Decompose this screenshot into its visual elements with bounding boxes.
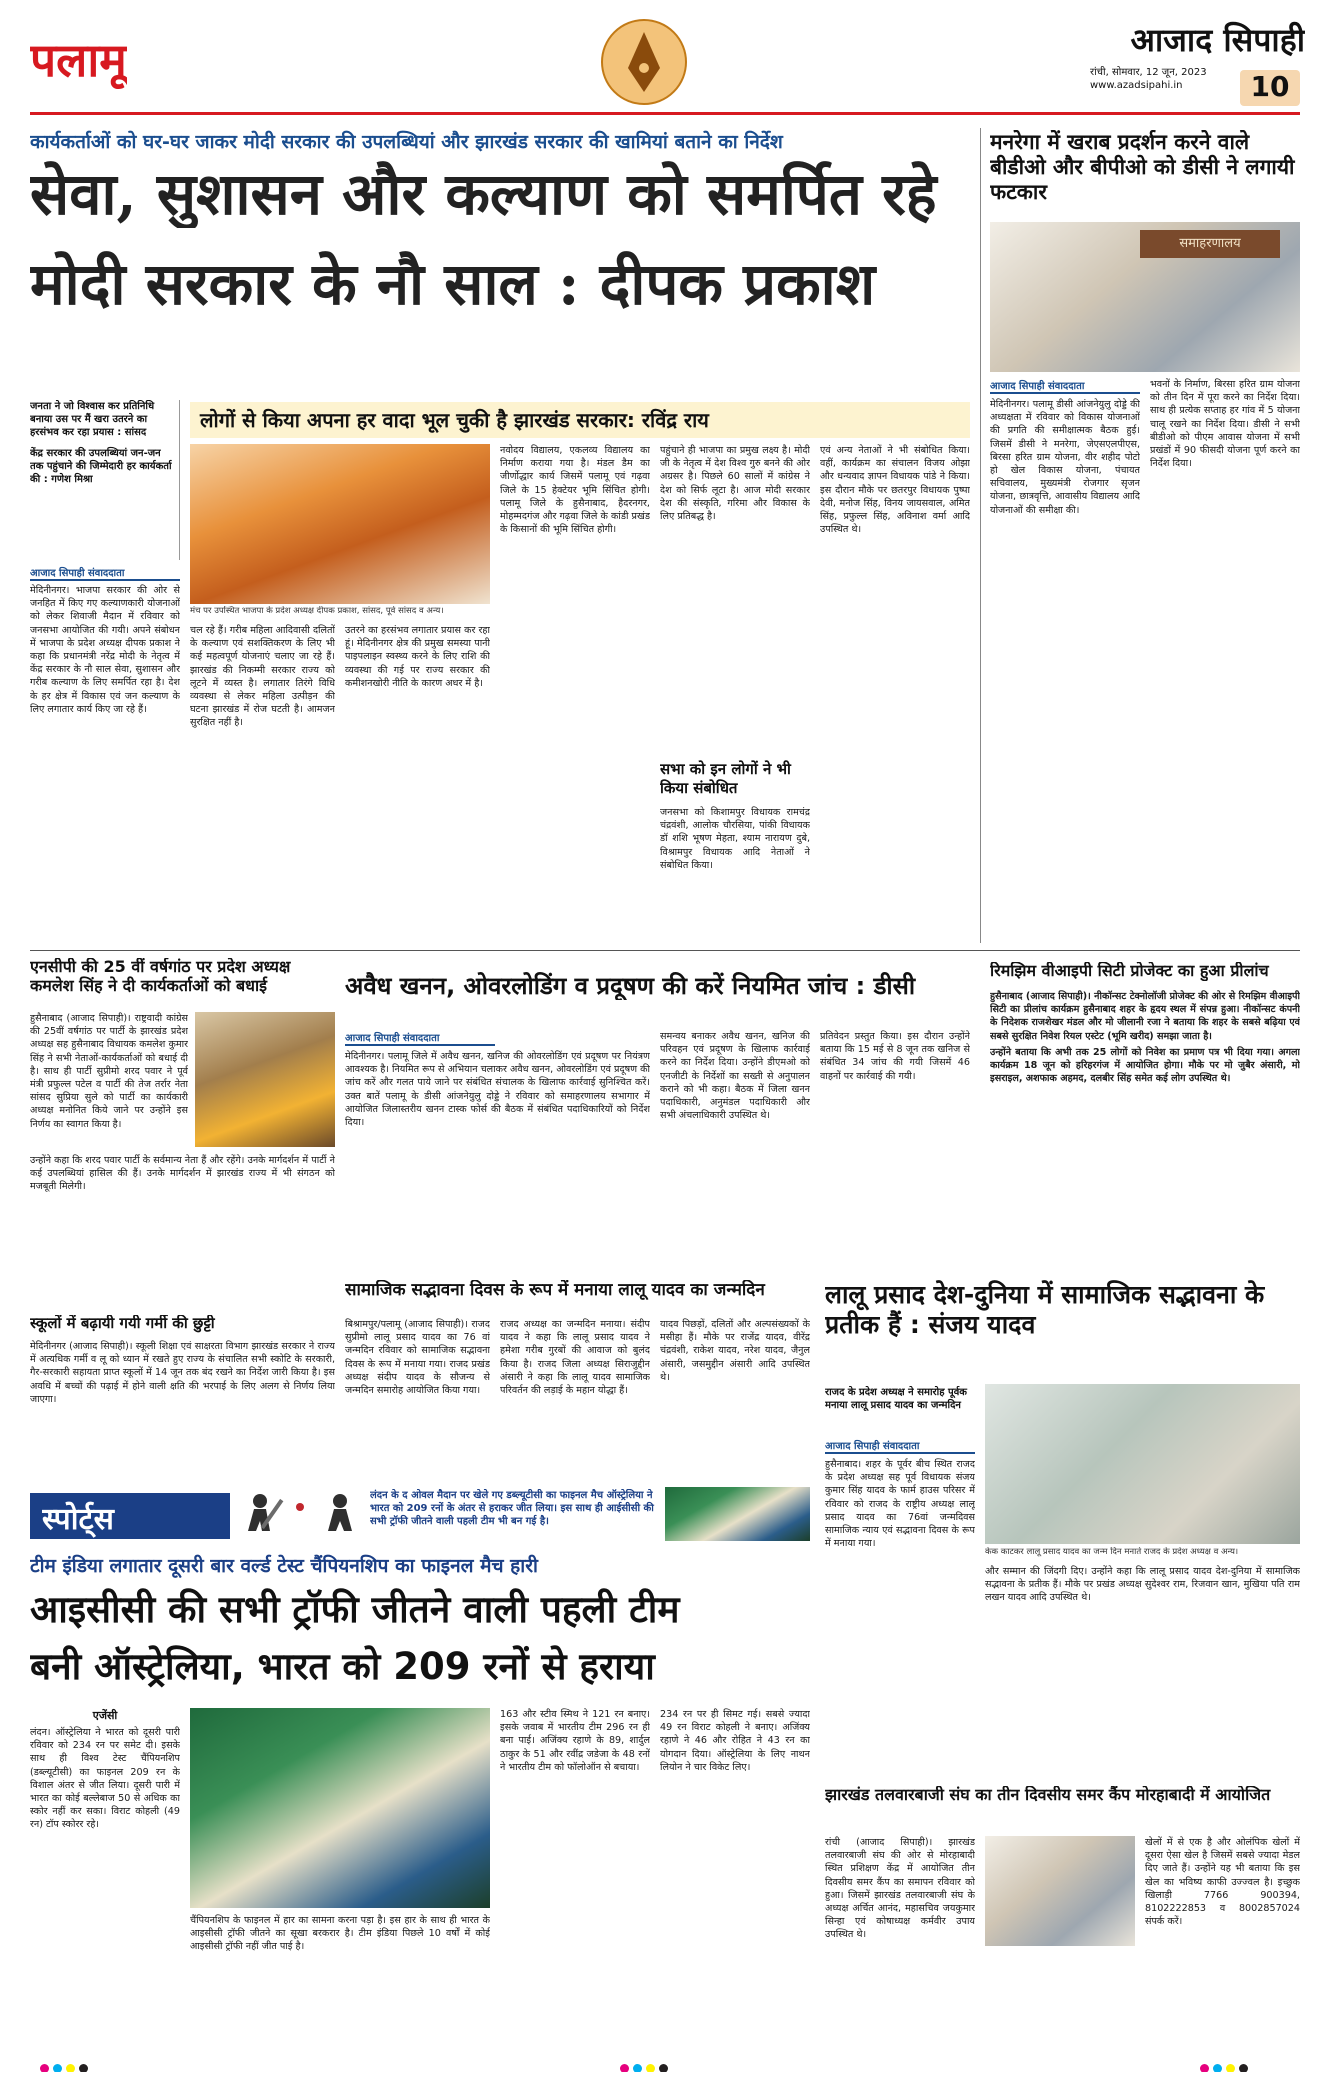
camp-col-1	[825, 1836, 975, 2046]
lead-para-4: नवोदय विद्यालय, एकलव्य विद्यालय का निर्माण कराया गया है। मंडल डैम का जीर्णोद्धार कार्य जिसमें पलामू एवं गढ़वा जिले के 15 हेक्टेयर भूमि सिंचित होगी। पलामू जिले के हुसैनाबाद, हैदरनगर, मोहम्मदगंज और गढ़वा जिले के कांडी प्रखंड के किसानों की भूमि सिंचित होगी।	[500, 445, 650, 536]
lalu-day-headline: सामाजिक सद्भावना दिवस के रूप में मनाया लालू यादव का जन्मदिन	[345, 1280, 765, 1300]
mining-para-2: समन्वय बनाकर अवैध खनन, खनिज की परिवहन एवं प्रदूषण के खिलाफ कार्रवाई करने का निर्देश दिया। उन्होंने डीएमओ को एनजीटी के निर्देशों का सख्ती से अनुपालन कराने को भी कहा। बैठक में जिला खनन पदाधिकारी, अनुमंडल पदाधिकारी और सभी अंचलाधिकारी उपस्थित थे।	[660, 1031, 810, 1122]
cricket-icon	[240, 1487, 360, 1541]
lead-para-6: एवं अन्य नेताओं ने भी संबोधित किया। वहीं, कार्यक्रम का संचालन विजय ओझा और धन्यवाद ज्ञापन विधायक पांडे ने किया। इस दौरान मौके पर छतरपुर विधायक पुष्पा देवी, मनोज सिंह, विनय जायसवाल, अमित सिंह, प्रफुल्ल सिंह, अविनाश वर्मा आदि उपस्थित थे।	[820, 445, 970, 536]
sports-headline-2: बनी ऑस्ट्रेलिया, भारत को 209 रनों से हराया	[30, 1645, 655, 1688]
lead-para-5: पहुंचाने ही भाजपा का प्रमुख लक्ष्य है। मोदी जी के नेतृत्व में देश विश्व गुरु बनने की ओर अग्रसर है। पिछले 60 सालों में कांग्रेस ने देश को सिर्फ लूटा है। आज मोदी सरकार देश की संस्कृति, गरिमा और विकास के लिए प्रतिबद्ध है।	[660, 445, 810, 523]
sports-kicker: टीम इंडिया लगातार दूसरी बार वर्ल्ड टेस्ट चैंपियनशिप का फाइनल मैच हारी	[30, 1555, 538, 1577]
lead-headline-2: मोदी सरकार के नौ साल : दीपक प्रकाश	[30, 250, 876, 318]
sports-headline-1: आइसीसी की सभी ट्रॉफी जीतने वाली पहली टीम	[30, 1588, 680, 1631]
mgnrega-byline: आजाद सिपाही संवाददाता	[990, 378, 1140, 394]
lead-sub-head: सभा को इन लोगों ने भी किया संबोधित	[660, 760, 810, 798]
registration-dot	[1200, 2064, 1209, 2072]
sports-banner	[30, 1483, 810, 1543]
sports-para-4: 234 रन पर ही सिमट गई। सबसे ज्यादा 49 रन विराट कोहली ने बनाए। अजिंक्य रहाणे ने 46 और रोहित ने 43 रन का योगदान दिया। ऑस्ट्रेलिया के लिए नाथन लियोन ने चार विकेट लिए।	[660, 1709, 810, 1773]
lalu-day-col-1	[345, 1318, 490, 1473]
registration-dot	[1226, 2064, 1235, 2072]
side-quote-1: जनता ने जो विश्वास कर प्रतिनिधि बनाया उस पर मैं खरा उतरने का हरसंभव कर रहा प्रयास : सांसद	[30, 401, 155, 438]
sign-board: समाहरणालय	[1140, 230, 1280, 258]
paper-name: आजाद सिपाही	[1130, 21, 1305, 59]
camp-col-2	[1145, 1836, 1300, 2046]
ncp-col-1	[30, 1012, 188, 1152]
lead-divider-right	[980, 128, 981, 943]
sports-label-box	[30, 1493, 230, 1539]
summer-para-1: मेदिनीनगर (आजाद सिपाही)। स्कूली शिक्षा एवं साक्षरता विभाग झारखंड सरकार ने राज्य में अत्यधिक गर्मी व लू को ध्यान में रखते हुए राज्य के संचालित सभी स्कोटि के सरकारी, गैर-सरकारी सहायता प्राप्त स्कूलों में 14 जून तक बंद रखने का निर्देश जारी किया है। इस अवधि में बच्चों की पढ़ाई में होने वाली क्षति की भरपाई के लिए अलग से निर्णय लिया जाएगा।	[30, 1341, 335, 1405]
mgnrega-para-2: भवनों के निर्माण, बिरसा हरित ग्राम योजना को तीन दिन में पूरा करने का निर्देश दिया। साथ ही प्रत्येक सप्ताह हर गांव में 5 योजना चालू रखने का निर्देश दिया। डीसी ने सभी बीडीओ को पीएम आवास योजना में सभी प्रखंडों में 90 फीसदी योजना पूर्ण करने का निर्देश दिया।	[1150, 379, 1300, 470]
ncp-para-2: उन्होंने कहा कि शरद पवार पार्टी के सर्वमान्य नेता हैं और रहेंगे। उनके मार्गदर्शन में पार्टी ने कई उपलब्धियां हासिल की हैं। उनके मार्गदर्शन में झारखंड राज्य में भी संगठन को मजबूती मिलेगी।	[30, 1155, 335, 1193]
summer-body	[30, 1340, 335, 1470]
registration-dot	[1213, 2064, 1222, 2072]
sports-banner-photo	[665, 1487, 810, 1541]
sports-para-3: 163 और स्टीव स्मिथ ने 121 रन बनाए। इसके जवाब में भारतीय टीम 296 रन ही बना पाई। अजिंक्य रहाणे के 89, शार्दुल ठाकुर के 51 और रवींद्र जडेजा के 48 रनों ने भारतीय टीम को फॉलोऑन से बचाया।	[500, 1709, 650, 1773]
mining-col-3	[820, 1030, 970, 1270]
camp-photo	[985, 1836, 1135, 1946]
lead-col-5b	[660, 806, 810, 942]
lead-para-1: मेदिनीनगर। भाजपा सरकार की ओर से जनहित में किए गए कल्याणकारी योजनाओं को लेकर शिवाजी मैदान में रविवार को जनसभा आयोजित की गयी। अपने संबोधन में भाजपा के प्रदेश अध्यक्ष दीपक प्रकाश ने कहा कि प्रधानमंत्री नरेंद्र मोदी के नेतृत्व में केंद्र सरकार के नौ साल सेवा, सुशासन और गरीब कल्याण के लिए समर्पित रहा है। देश के हर क्षेत्र में विकास एवं जन कल्याण के लिए लगातार कार्य किए जा रहे हैं।	[30, 585, 180, 715]
pen-nib-logo	[600, 18, 688, 106]
lead-para-7: जनसभा को किशामपुर विधायक रामचंद्र चंद्रवंशी, आलोक चौरसिया, पांकी विधायक डॉ शशि भूषण मेहता, श्याम नारायण दुबे, विश्रामपुर विधायक आदि नेताओं ने संबोधित किया।	[660, 807, 810, 871]
sports-col-1	[30, 1726, 180, 2046]
lalu-symbol-side-quote: राजद के प्रदेश अध्यक्ष ने समारोह पूर्वक मनाया लालू प्रसाद यादव का जन्मदिन	[825, 1387, 967, 1411]
ncp-photo	[195, 1012, 335, 1147]
row-rule-1	[30, 950, 1300, 951]
registration-dot	[633, 2064, 642, 2072]
lalu-symbol-caption: केक काटकर लालू प्रसाद यादव का जन्म दिन मनाते राजद के प्रदेश अध्यक्ष व अन्य।	[985, 1547, 1239, 1557]
sports-col-4	[660, 1708, 810, 2046]
summer-headline: स्कूलों में बढ़ायी गयी गर्मी की छुट्टी	[30, 1315, 215, 1332]
registration-marks-right	[1200, 2058, 1320, 2072]
mining-para-3: प्रतिवेदन प्रस्तुत किया। इस दौरान उन्होंने बताया कि 15 मई से 8 जून तक खनिज से संबंधित 34 जांच की गयी जिसमें 46 वाहनों पर कार्रवाई की गयी।	[820, 1031, 970, 1082]
lalu-day-col-2	[500, 1318, 650, 1473]
registration-dot	[53, 2064, 62, 2072]
project-headline: रिमझिम वीआइपी सिटी प्रोजेक्ट का हुआ प्रीलांच	[990, 962, 1269, 980]
lalu-day-para-3: यादव पिछड़ों, दलितों और अल्पसंख्यकों के मसीहा हैं। मौके पर राजेंद्र यादव, वीरेंद्र चंद्रवंशी, राकेश यादव, नरेश यादव, जैनुल अंसारी, जसमुद्दीन अंसारी आदि उपस्थित थे।	[660, 1319, 810, 1383]
registration-dot	[659, 2064, 668, 2072]
lead-col-3	[345, 624, 490, 942]
camp-headline: झारखंड तलवारबाजी संघ का तीन दिवसीय समर कैंप मोरहाबादी में आयोजित	[825, 1786, 1271, 1804]
masthead	[0, 0, 1325, 118]
lead-sub-banner: लोगों से किया अपना हर वादा भूल चुकी है झारखंड सरकार: रविंद्र राय	[190, 402, 970, 438]
registration-dot	[1239, 2064, 1248, 2072]
registration-dot	[40, 2064, 49, 2072]
lead-side-quotes	[30, 400, 180, 560]
mining-headline: अवैध खनन, ओवरलोडिंग व प्रदूषण की करें नियमित जांच : डीसी	[345, 972, 916, 1000]
mining-col-2	[660, 1030, 810, 1270]
ncp-headline: एनसीपी की 25 वीं वर्षगांठ पर प्रदेश अध्यक्ष कमलेश सिंह ने दी कार्यकर्ताओं को बधाई	[30, 958, 291, 995]
ncp-para-1: हुसैनाबाद (आजाद सिपाही)। राष्ट्रवादी कांग्रेस की 25वीं वर्षगांठ पर पार्टी के झारखंड प्रदेश अध्यक्ष सह हुसैनाबाद विधायक कमलेश कुमार सिंह ने सभी नेताओं-कार्यकर्ताओं को बधाई दी है। साथ ही पार्टी सुप्रीमो शरद पवार ने पूर्व मंत्री प्रफुल्ल पटेल व पार्टी की तेज तर्रार नेता सांसद सुप्रिया सुले को पार्टी का कार्यकारी अध्यक्ष मनोनित किये जाने पर उन्होंने इस निर्णय का स्वागत किया है।	[30, 1013, 188, 1130]
mgnrega-para-1: मेदिनीनगर। पलामू डीसी आंजनेयुलु दोड्डे की अध्यक्षता में रविवार को विकास योजनाओं की प्रगति की समीक्षात्मक बैठक हुई। जिसमें डीसी ने मनरेगा, जेएसएलपीएस, बिरसा हरित ग्राम योजना, वीर शहीद पोटो हो खेल विकास योजना, पंचायत सचिवालय, मुख्यमंत्री रोजगार सृजन योजना, छात्रवृत्ति, आवासीय विद्यालय आदि योजनाओं की समीक्षा की।	[990, 399, 1140, 516]
camp-para-1: रांची (आजाद सिपाही)। झारखंड तलवारबाजी संघ की ओर से मोरहाबादी स्थित प्रशिक्षण केंद्र में आयोजित तीन दिवसीय समर कैंप का समापन रविवार को हुआ। जिसमें झारखंड तलवारबाजी संघ के अध्यक्ष अर्चित आनंद, महासचिव जयकुमार सिन्हा एवं कोषाध्यक्ष कर्मवीर उपाय उपस्थित थे।	[825, 1837, 975, 1941]
lalu-symbol-para-2: और सम्मान की जिंदगी दिए। उन्होंने कहा कि लालू प्रसाद यादव देश-दुनिया में सामाजिक सद्भावना के प्रतीक हैं। मौके पर प्रखंड अध्यक्ष सुदेश्वर राम, रिजवान खान, मुखिया पति राम लखन यादव आदि उपस्थित थे।	[985, 1566, 1300, 1604]
website: www.azadsipahi.in	[1090, 80, 1183, 91]
registration-dot	[620, 2064, 629, 2072]
registration-marks-center	[620, 2058, 740, 2072]
lalu-symbol-headline: लालू प्रसाद देश-दुनिया में सामाजिक सद्भावना के प्रतीक हैं : संजय यादव	[825, 1280, 1265, 1339]
sports-para-1: लंदन। ऑस्ट्रेलिया ने भारत को दूसरी पारी रविवार को 234 रन पर समेट दी। इसके साथ ही विश्व टेस्ट चैंपियनशिप (डब्ल्यूटीसी) का फाइनल 209 रन के विशाल अंतर से जीत लिया। दूसरी पारी में भारत का कोई बल्लेबाज 50 से अधिक का स्कोर नहीं कर सका। विराट कोहली (49 रन) टॉप स्कोरर रहे।	[30, 1727, 180, 1831]
registration-dot	[66, 2064, 75, 2072]
lead-col-2	[190, 624, 335, 942]
project-para-2: उन्होंने बताया कि अभी तक 25 लोगों को निवेश का प्रमाण पत्र भी दिया गया। अगला कार्यक्रम 18 जून को हरिहरगंज में आयोजित होगा। मौके पर मो जुबैर अंसारी, मो इसराइल, अशफाक अहमद, दलबीर सिंह समेत कई लोग उपस्थित थे।	[990, 1046, 1300, 1085]
sports-promo: लंदन के द ओवल मैदान पर खेले गए डब्ल्यूटीसी का फाइनल मैच ऑस्ट्रेलिया ने भारत को 209 रनों के अंतर से हराकर जीत लिया। इस साथ ही आईसीसी की सभी ट्रॉफी जीतने वाली पहली टीम भी बन गई है।	[370, 1490, 654, 1527]
page-number: 10	[1240, 70, 1300, 106]
lead-photo	[190, 444, 490, 604]
mgnrega-headline: मनरेगा में खराब प्रदर्शन करने वाले बीडीओ और बीपीओ को डीसी ने लगायी फटकार	[990, 130, 1295, 204]
registration-marks-left	[40, 2058, 160, 2072]
section-title: पलामू	[30, 33, 127, 87]
lead-col-1	[30, 584, 180, 942]
lead-col-4	[500, 444, 650, 942]
mgnrega-col-2	[1150, 378, 1300, 943]
mining-byline: आजाद सिपाही संवाददाता	[345, 1030, 495, 1046]
lead-photo-caption: मंच पर उपस्थित भाजपा के प्रदेश अध्यक्ष दीपक प्रकाश, सांसद, पूर्व सांसद व अन्य।	[190, 606, 444, 616]
sports-col-3	[500, 1708, 650, 2046]
registration-dot	[79, 2064, 88, 2072]
sports-col-2	[190, 1914, 490, 2046]
dateline: रांची, सोमवार, 12 जून, 2023	[1090, 67, 1207, 78]
mining-para-1: मेदिनीनगर। पलामू जिले में अवैध खनन, खनिज की ओवरलोडिंग एवं प्रदूषण पर नियंत्रण आवश्यक है। नियमित रूप से अभियान चलाकर अवैध खनन, ओवरलोडिंग एवं प्रदूषण की जांच करें और गलत पाये जाने पर संबंधित संचालक के खिलाफ कार्रवाई सुनिश्चित करें। उक्त बातें पलामू के डीसी आंजनेयुलु दोड्डे ने रविवार को समाहरणालय सभागार में आयोजित जिलास्तरीय खनन टास्क फोर्स की बैठक में संबंधित पदाधिकारियों को निर्देश दिया।	[345, 1051, 650, 1129]
sports-photo	[190, 1708, 490, 1908]
sports-para-2: चैंपियनशिप के फाइनल में हार का सामना करना पड़ा है। इस हार के साथ ही भारत के आइसीसी ट्रॉफी जीतने का सूखा बरकरार है। टीम इंडिया पिछले 10 वर्षों में कोई आइसीसी ट्रॉफी नहीं जीत पाई है।	[190, 1915, 490, 1953]
lead-byline: आजाद सिपाही संवाददाता	[30, 565, 180, 581]
sports-label: स्पोर्ट्स	[42, 1502, 114, 1537]
mgnrega-col-1	[990, 398, 1140, 943]
masthead-rule	[30, 112, 1300, 115]
lead-para-3: उतरने का हरसंभव लगातार प्रयास कर रहा हूं। मेदिनीनगर क्षेत्र की प्रमुख समस्या पानी पाइपलाइन स्वस्थ्य करने के लिए राशि की व्यवस्था की गई पर राज्य सरकार की कमीशनखोरी नीति के कारण अधर में है।	[345, 625, 490, 689]
mgnrega-photo	[990, 222, 1300, 372]
lalu-day-para-2: राजद अध्यक्ष का जन्मदिन मनाया। संदीप यादव ने कहा कि लालू प्रसाद यादव ने हमेशा गरीब गुरबों की आवाज को बुलंद किया है। राजद जिला अध्यक्ष सिराजुद्दीन अंसारी ने कहा कि लालू यादव सामाजिक परिवर्तन की लड़ाई के महान योद्धा हैं।	[500, 1319, 650, 1397]
lalu-day-para-1: बिश्रामपुर/पलामू (आजाद सिपाही)। राजद सुप्रीमो लालू प्रसाद यादव का 76 वां जन्मदिन रविवार को सामाजिक सद्भावना दिवस के रूप में मनाया गया। राजद प्रखंड अध्यक्ष संदीप यादव के सौजन्य से जन्मदिन समारोह आयोजित किया गया।	[345, 1319, 490, 1397]
lalu-day-col-3	[660, 1318, 810, 1473]
project-para-1: हुसैनाबाद (आजाद सिपाही)। नीकॉन्सट टेक्नोलॉजी प्रोजेक्ट की ओर से रिमझिम वीआइपी सिटी का प्रीलांच कार्यक्रम हुसैनाबाद शहर के हृदय स्थल में संपन्न हुआ। नीकॉन्सट कंपनी के निदेशक राजशेखर मंडल और मो जीलानी रजा ने बताया कि शहर के सबसे बढ़िया एवं सबसे सुरक्षित निवेश रियल एस्टेट (भूमि खरीद) समझा जाता है।	[990, 991, 1300, 1042]
registration-dot	[646, 2064, 655, 2072]
lalu-symbol-para-1: हुसैनाबाद। शहर के पूर्वर बीच स्थित राजद के प्रदेश अध्यक्ष सह पूर्व विधायक संजय कुमार सिंह यादव के फार्म हाउस परिसर में रविवार को राजद के राष्ट्रीय अध्यक्ष लालू प्रसाद यादव का 76वां जन्मदिवस सामाजिक न्याय एवं सद्भावना दिवस के रूप में मनाया गया।	[825, 1459, 975, 1550]
lalu-symbol-photo	[985, 1384, 1300, 1544]
side-quote-2: केंद्र सरकार की उपलब्धियां जन-जन तक पहुंचाने की जिम्मेदारी हर कार्यकर्ता की : गणेश मिश्रा	[30, 448, 172, 485]
project-body	[990, 990, 1300, 1260]
camp-para-2: खेलों में से एक है और ओलंपिक खेलों में दूसरा ऐसा खेल है जिसमें सबसे ज्यादा मेडल दिए जाते हैं। उन्होंने यह भी बताया कि इस खेल का भविष्य काफी उज्ज्वल है। इच्छुक खिलाड़ी 7766 900394, 8102222853 व 8002857024 संपर्क करें।	[1145, 1837, 1300, 1928]
lead-col-6	[820, 444, 970, 942]
lalu-symbol-col-2	[985, 1565, 1300, 1777]
lalu-symbol-col-1	[825, 1458, 975, 1778]
mining-col-1	[345, 1050, 650, 1270]
lead-kicker: कार्यकर्ताओं को घर-घर जाकर मोदी सरकार की उपलब्धियां और झारखंड सरकार की खामियां बताने का निर्देश	[30, 131, 783, 153]
ncp-col-2	[30, 1154, 335, 1304]
lalu-symbol-byline: आजाद सिपाही संवाददाता	[825, 1438, 975, 1454]
lead-para-2: चल रहे हैं। गरीब महिला आदिवासी दलितों के कल्याण एवं सशक्तिकरण के लिए भी कई महत्वपूर्ण योजनाएं चलाए जा रहे हैं। झारखंड की निकम्मी सरकार राज्य को लूटने में व्यस्त है। लगातार तिरंगे विधि व्यवस्था से लेकर महिला उत्पीड़न की घटना झारखंड में रोज घटती है। आमजन सुरक्षित नहीं है।	[190, 625, 335, 729]
sports-agency: एजेंसी	[92, 1709, 118, 1722]
lead-headline-1: सेवा, सुशासन और कल्याण को समर्पित रहे	[30, 160, 937, 228]
